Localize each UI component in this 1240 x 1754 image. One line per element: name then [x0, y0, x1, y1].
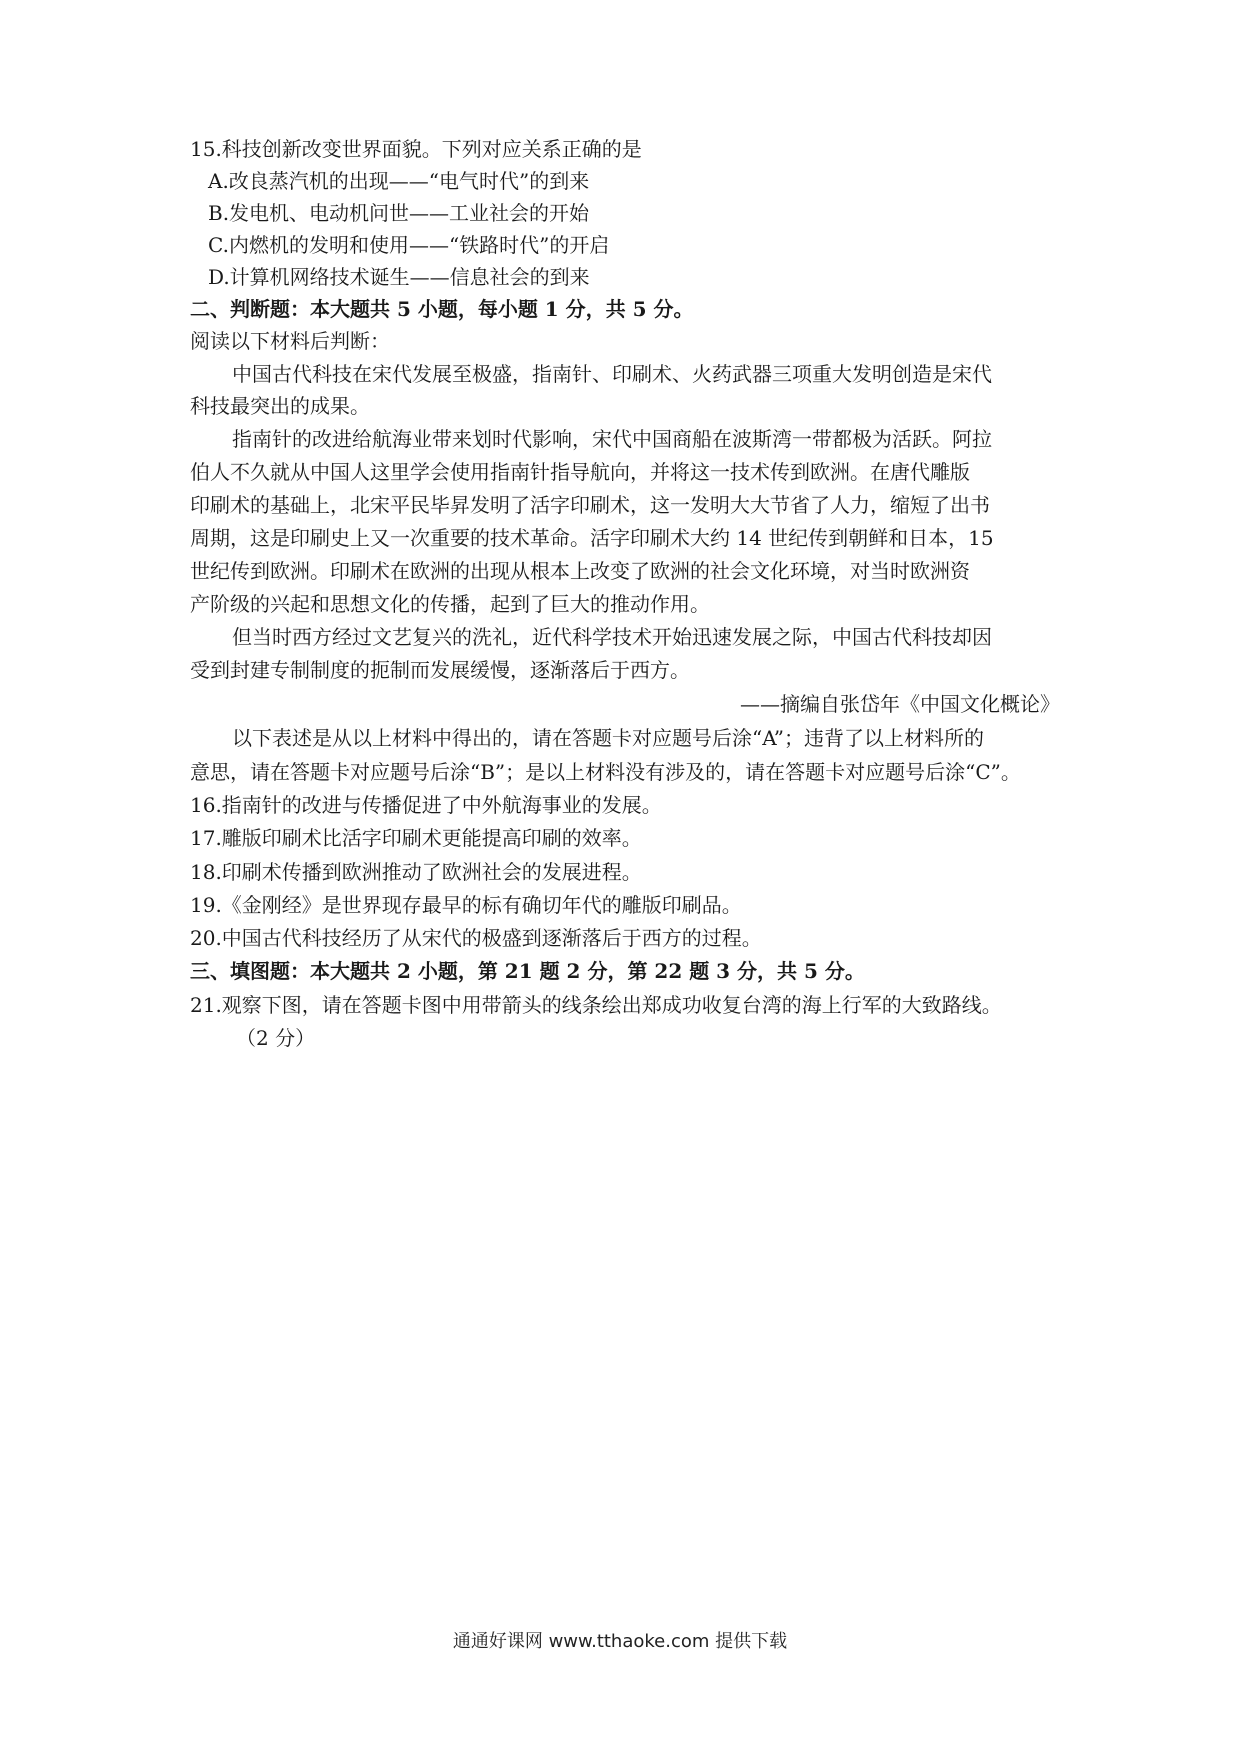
- material-paragraph-1-line-1: 中国古代科技在宋代发展至极盛，指南针、印刷术、火药武器三项重大发明创造是宋代: [232, 362, 992, 386]
- material-paragraph-2-line-6: 产阶级的兴起和思想文化的传播，起到了巨大的推动作用。: [190, 592, 710, 616]
- question-15-option-c: C.内燃机的发明和使用——“铁路时代”的开启: [208, 233, 610, 257]
- material-paragraph-2-line-4: 周期，这是印刷史上又一次重要的技术革命。活字印刷术大约 14 世纪传到朝鲜和日本，15: [190, 526, 994, 550]
- material-attribution: ——摘编自张岱年《中国文化概论》: [740, 692, 1060, 716]
- material-paragraph-2-line-3: 印刷术的基础上，北宋平民毕昇发明了活字印刷术，这一发明大大节省了人力，缩短了出书: [190, 493, 990, 517]
- judgment-item-16: 16.指南针的改进与传播促进了中外航海事业的发展。: [190, 793, 662, 817]
- section-2-heading: 二、判断题：本大题共 5 小题，每小题 1 分，共 5 分。: [190, 297, 694, 321]
- instructions-line-1: 以下表述是从以上材料中得出的，请在答题卡对应题号后涂“A”；违背了以上材料所的: [232, 726, 984, 750]
- instructions-line-2: 意思，请在答题卡对应题号后涂“B”；是以上材料没有涉及的，请在答题卡对应题号后涂“C”。: [190, 760, 1021, 784]
- judgment-item-19: 19.《金刚经》是世界现存最早的标有确切年代的雕版印刷品。: [190, 893, 742, 917]
- judgment-item-17: 17.雕版印刷术比活字印刷术更能提高印刷的效率。: [190, 826, 642, 850]
- material-paragraph-3-line-1: 但当时西方经过文艺复兴的洗礼，近代科学技术开始迅速发展之际，中国古代科技却因: [232, 625, 992, 649]
- judgment-item-18: 18.印刷术传播到欧洲推动了欧洲社会的发展进程。: [190, 860, 642, 884]
- material-paragraph-2-line-5: 世纪传到欧洲。印刷术在欧洲的出现从根本上改变了欧洲的社会文化环境，对当时欧洲资: [190, 559, 970, 583]
- material-paragraph-2-line-1: 指南针的改进给航海业带来划时代影响，宋代中国商船在波斯湾一带都极为活跃。阿拉: [232, 427, 992, 451]
- question-15-option-b: B.发电机、电动机问世——工业社会的开始: [208, 201, 590, 225]
- question-21: 21.观察下图，请在答题卡图中用带箭头的线条绘出郑成功收复台湾的海上行军的大致路线。: [190, 993, 1002, 1017]
- material-paragraph-2-line-2: 伯人不久就从中国人这里学会使用指南针指导航向，并将这一技术传到欧洲。在唐代雕版: [190, 460, 970, 484]
- question-15-stem: 15.科技创新改变世界面貌。下列对应关系正确的是: [190, 137, 642, 161]
- judgment-item-20: 20.中国古代科技经历了从宋代的极盛到逐渐落后于西方的过程。: [190, 926, 762, 950]
- material-paragraph-3-line-2: 受到封建专制制度的扼制而发展缓慢，逐渐落后于西方。: [190, 658, 690, 682]
- section-2-intro: 阅读以下材料后判断：: [190, 329, 390, 353]
- question-15-option-a: A.改良蒸汽机的出现——“电气时代”的到来: [208, 169, 590, 193]
- section-3-heading: 三、填图题：本大题共 2 小题，第 21 题 2 分，第 22 题 3 分，共 5 分。: [190, 959, 865, 983]
- material-paragraph-1-line-2: 科技最突出的成果。: [190, 394, 370, 418]
- footer-download-note: 通通好课网 www.tthaoke.com 提供下载: [452, 1631, 788, 1652]
- question-21-points: （2 分）: [236, 1026, 316, 1050]
- question-15-option-d: D.计算机网络技术诞生——信息社会的到来: [208, 265, 590, 289]
